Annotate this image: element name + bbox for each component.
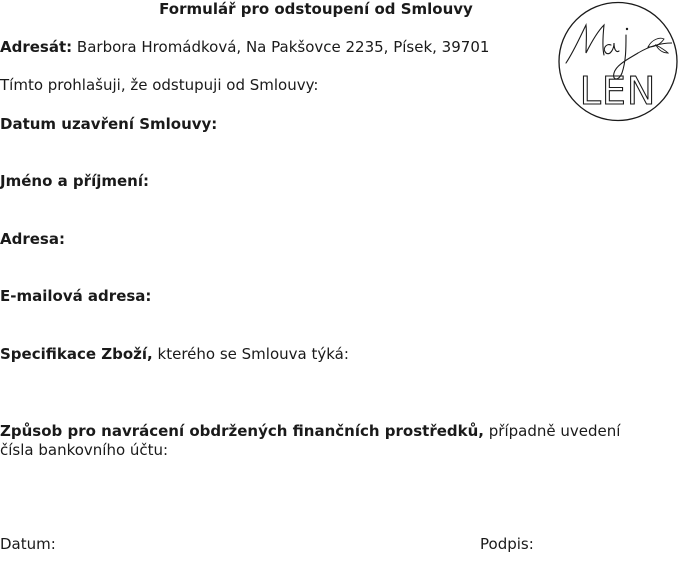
goods-line — [0, 345, 349, 364]
contract-date-label: Datum uzavření Smlouvy: — [0, 115, 218, 133]
addressee-value: Barbora Hromádková, Na Pakšovce 2235, Písek, 39701 — [76, 38, 490, 56]
address-label: Adresa: — [0, 230, 65, 248]
refund-line — [0, 422, 640, 460]
email-label: E-mailová adresa: — [0, 287, 152, 305]
goods-suffix: kterého se Smlouva týká: — [157, 345, 349, 363]
name-label: Jméno a příjmení: — [0, 172, 149, 190]
date-label: Datum: — [0, 535, 56, 553]
refund-suffix: případně uvedení čísla bankovního účtu: — [0, 422, 621, 459]
signature-label: Podpis: — [480, 535, 534, 553]
statement-line: Tímto prohlašuji, že odstupuji od Smlouvy: — [0, 76, 319, 94]
document-title: Formulář pro odstoupení od Smlouvy — [159, 0, 473, 18]
majlen-logo — [556, 1, 680, 122]
addressee-line — [0, 38, 489, 57]
refund-label: Způsob pro navrácení obdržených finančních prostředků, — [0, 422, 484, 440]
goods-label: Specifikace Zboží, — [0, 345, 153, 363]
logo-main-text: LEN — [579, 69, 657, 113]
addressee-label: Adresát: — [0, 38, 73, 56]
